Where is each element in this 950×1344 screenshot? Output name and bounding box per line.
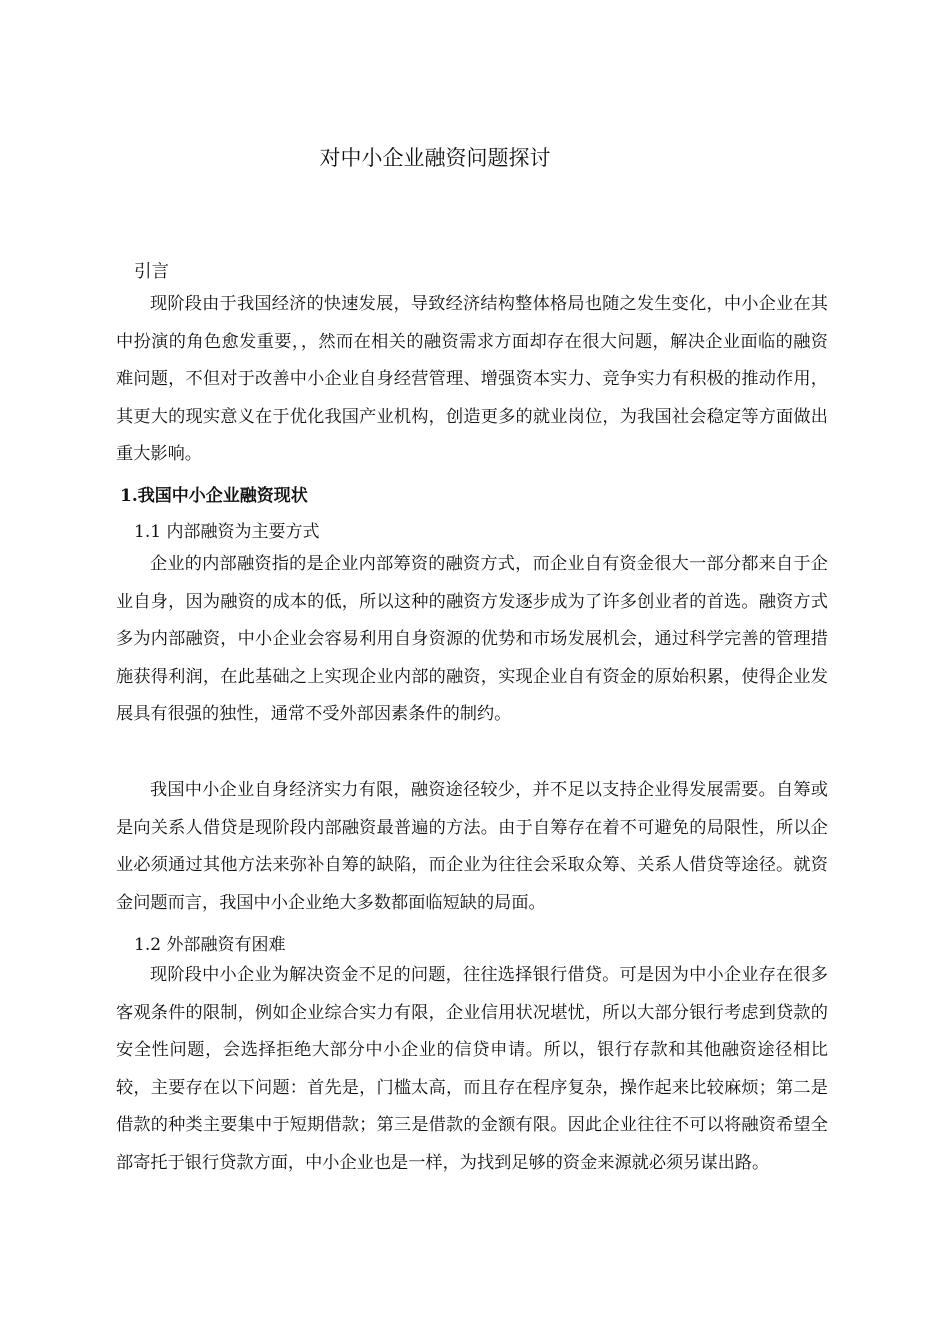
section-1-2-heading: 1.2 外部融资有困难 — [134, 935, 286, 955]
intro-heading: 引言 — [134, 262, 169, 282]
section-1-1-paragraph-1: 企业的内部融资指的是企业内部筹资的融资方式，而企业自有资金很大一部分都来自于企业自身，因为融资的成本的低，所以这种的融资方发逐步成为了许多创业者的首选。融资方式多为内部融资，中小企业会容易利用自身资源的优势和市场发展机会，通过科学完善的管理措施获得利润，在此基础之上实现企业内部的融资，实现企业自有资金的原始积累，使得企业发展具有很强的独性，通常不受外部因素条件的制约。 — [116, 554, 828, 725]
section-1-2-paragraph-1: 现阶段中小企业为解决资金不足的问题，往往选择银行借贷。可是因为中小企业存在很多客观条件的限制，例如企业综合实力有限，企业信用状况堪忧，所以大部分银行考虑到贷款的安全性问题，会选择拒绝大部分中小企业的信贷申请。所以，银行存款和其他融资途径相比较，主要存在以下问题：首先是，门槛太高，而且存在程序复杂，操作起来比较麻烦；第二是借款的种类主要集中于短期借款；第三是借款的金额有限。因此企业往往不可以将融资希望全部寄托于银行贷款方面，中小企业也是一样，为找到足够的资金来源就必须另谋出路。 — [116, 965, 828, 1173]
section-1-1-paragraph-2: 我国中小企业自身经济实力有限，融资途径较少，并不足以支持企业得发展需要。自筹或是向关系人借贷是现阶段内部融资最普遍的方法。由于自筹存在着不可避免的局限性，所以企业必须通过其他方法来弥补自筹的缺陷，而企业为往往会采取众筹、关系人借贷等途径。就资金问题而言，我国中小企业绝大多数都面临短缺的局面。 — [116, 780, 828, 913]
section-1-1-heading: 1.1 内部融资为主要方式 — [134, 522, 320, 542]
section-1-heading: 1.我国中小企业融资现状 — [120, 486, 308, 506]
document-title: 对中小企业融资问题探讨 — [319, 146, 551, 170]
intro-paragraph: 现阶段由于我国经济的快速发展，导致经济结构整体格局也随之发生变化，中小企业在其中扮演的角色愈发重要，，然而在相关的融资需求方面却存在很大问题，解决企业面临的融资难问题，不但对于改善中小企业自身经营管理、增强资本实力、竞争实力有积极的推动作用，其更大的现实意义在于优化我国产业机构，创造更多的就业岗位，为我国社会稳定等方面做出重大影响。 — [116, 294, 828, 465]
